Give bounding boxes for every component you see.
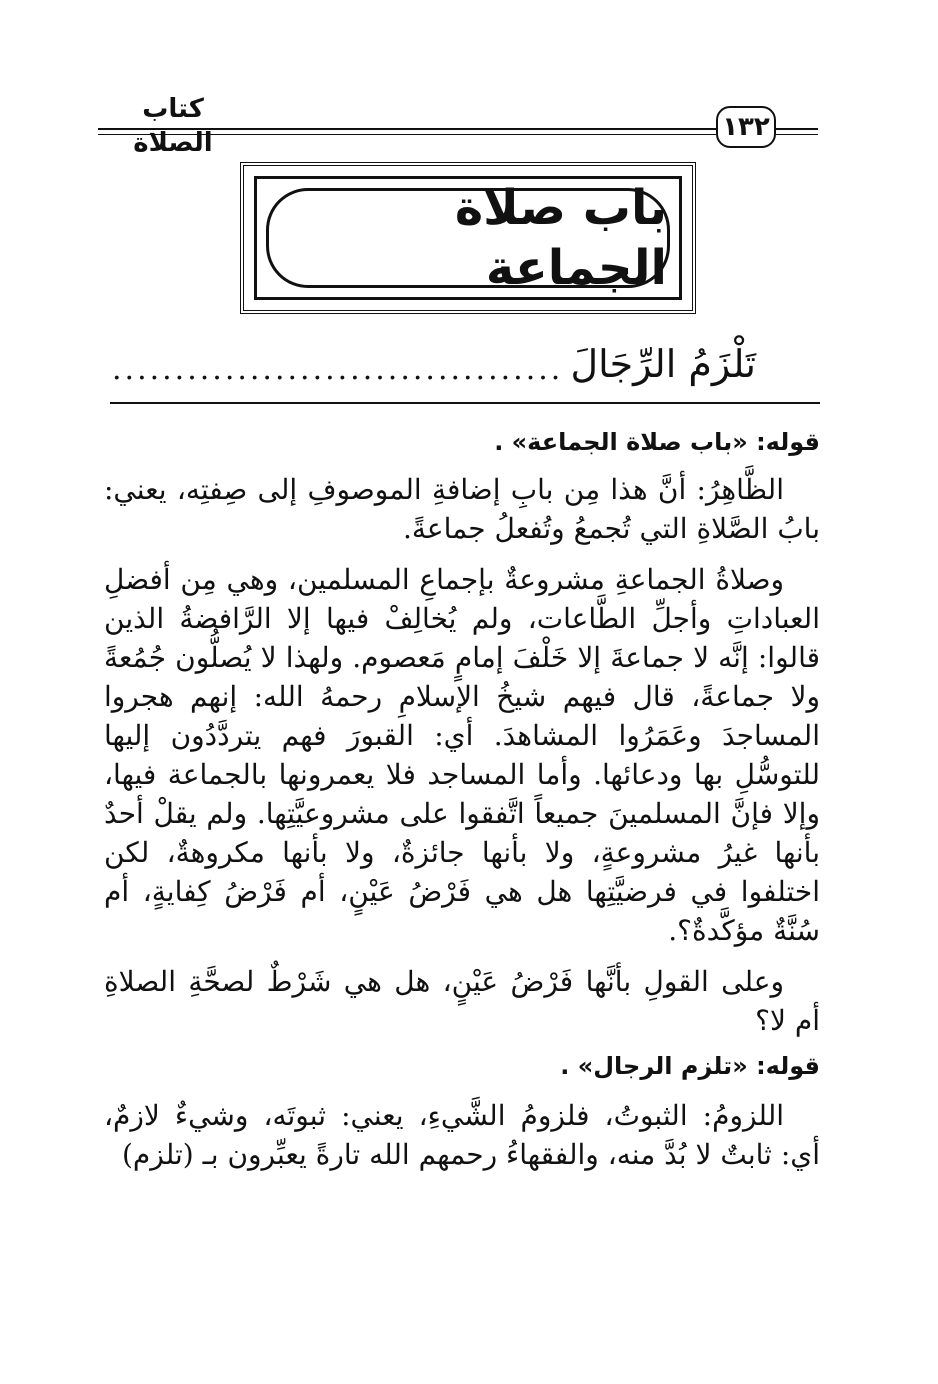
- header-rule-right-bottom: [776, 134, 818, 135]
- qawluh-quote: «باب صلاة الجماعة» .: [494, 428, 748, 456]
- page-number-badge: ١٣٢: [716, 106, 776, 148]
- chapter-title: باب صلاة الجماعة: [454, 180, 667, 296]
- qawluh-line-1: [104, 424, 820, 460]
- commentary-body: [104, 424, 820, 1174]
- paragraph-2: وصلاةُ الجماعةِ مشروعةٌ بإجماعِ المسلمين، وهي مِن أفضلِ العباداتِ وأجلِّ الطَّاعات، ولم يُخالِفْ فيها إلا الرَّافضةُ الذين قالوا: إنَّه لا جماعةَ إلا خَلْفَ إمامٍ مَعصوم. ولهذا لا يُصلُّون جُمُعةً ولا جماعةً، قال فيهم شيخُ الإسلامِ رحمهُ الله: إنهم هجروا المساجدَ وعَمَرُوا المشاهدَ. أي: القبورَ فهم يتردَّدُون إليها للتوسُّلِ بها ودعائها. وأما المساجد فلا يعمرونها بالجماعة فيها، وإلا فإنَّ المسلمينَ جميعاً اتَّفقوا على مشروعيَّتِها. ولم يقلْ أحدٌ بأنها غيرُ مشروعةٍ، ولا بأنها جائزةٌ، ولا بأنها مكروهةٌ، لكن اختلفوا في فرضيَّتِها هل هي فَرْضُ عَيْنٍ، أم فَرْضُ كِفايةٍ، أم سُنَّةٌ مؤكَّدةٌ؟.: [104, 563, 820, 947]
- qawluh-quote: «تلزم الرجال» .: [560, 1052, 748, 1080]
- matn-underline-rule: [110, 402, 820, 404]
- matn-dots: ....................................: [112, 352, 564, 387]
- paragraph-1: الظَّاهِرُ: أنَّ هذا مِن بابِ إضافةِ الموصوفِ إلى صِفتِه، يعني: بابُ الصَّلاةِ التي تُجمعُ وتُفعلُ جماعةً.: [104, 473, 820, 545]
- paragraph-4: اللزومُ: الثبوتُ، فلزومُ الشَّيءِ، يعني: ثبوتَه، وشيءٌ لازمٌ، أي: ثابتٌ لا بُدَّ منه، والفقهاءُ رحمهم الله تارةً يعبِّرون بـ (تلزم): [104, 1099, 820, 1171]
- qawluh-line-2: [104, 1048, 820, 1084]
- matn-text: تَلْزَمُ الرِّجَالَ: [570, 342, 756, 386]
- paragraph-3: وعلى القولِ بأنَّها فَرْضُ عَيْنٍ، هل هي شَرْطٌ لصحَّةِ الصلاةِ أم لا؟: [104, 965, 820, 1037]
- qawluh-label: قوله:: [756, 428, 820, 456]
- header-rule-left-top: [98, 128, 716, 130]
- chapter-frame-inner: [266, 180, 670, 296]
- header-rule-right-top: [776, 128, 818, 130]
- running-header-book-title: كتاب الصلاة: [133, 94, 213, 158]
- qawluh-label: قوله:: [756, 1052, 820, 1080]
- header-rule-left-bottom: [98, 134, 716, 135]
